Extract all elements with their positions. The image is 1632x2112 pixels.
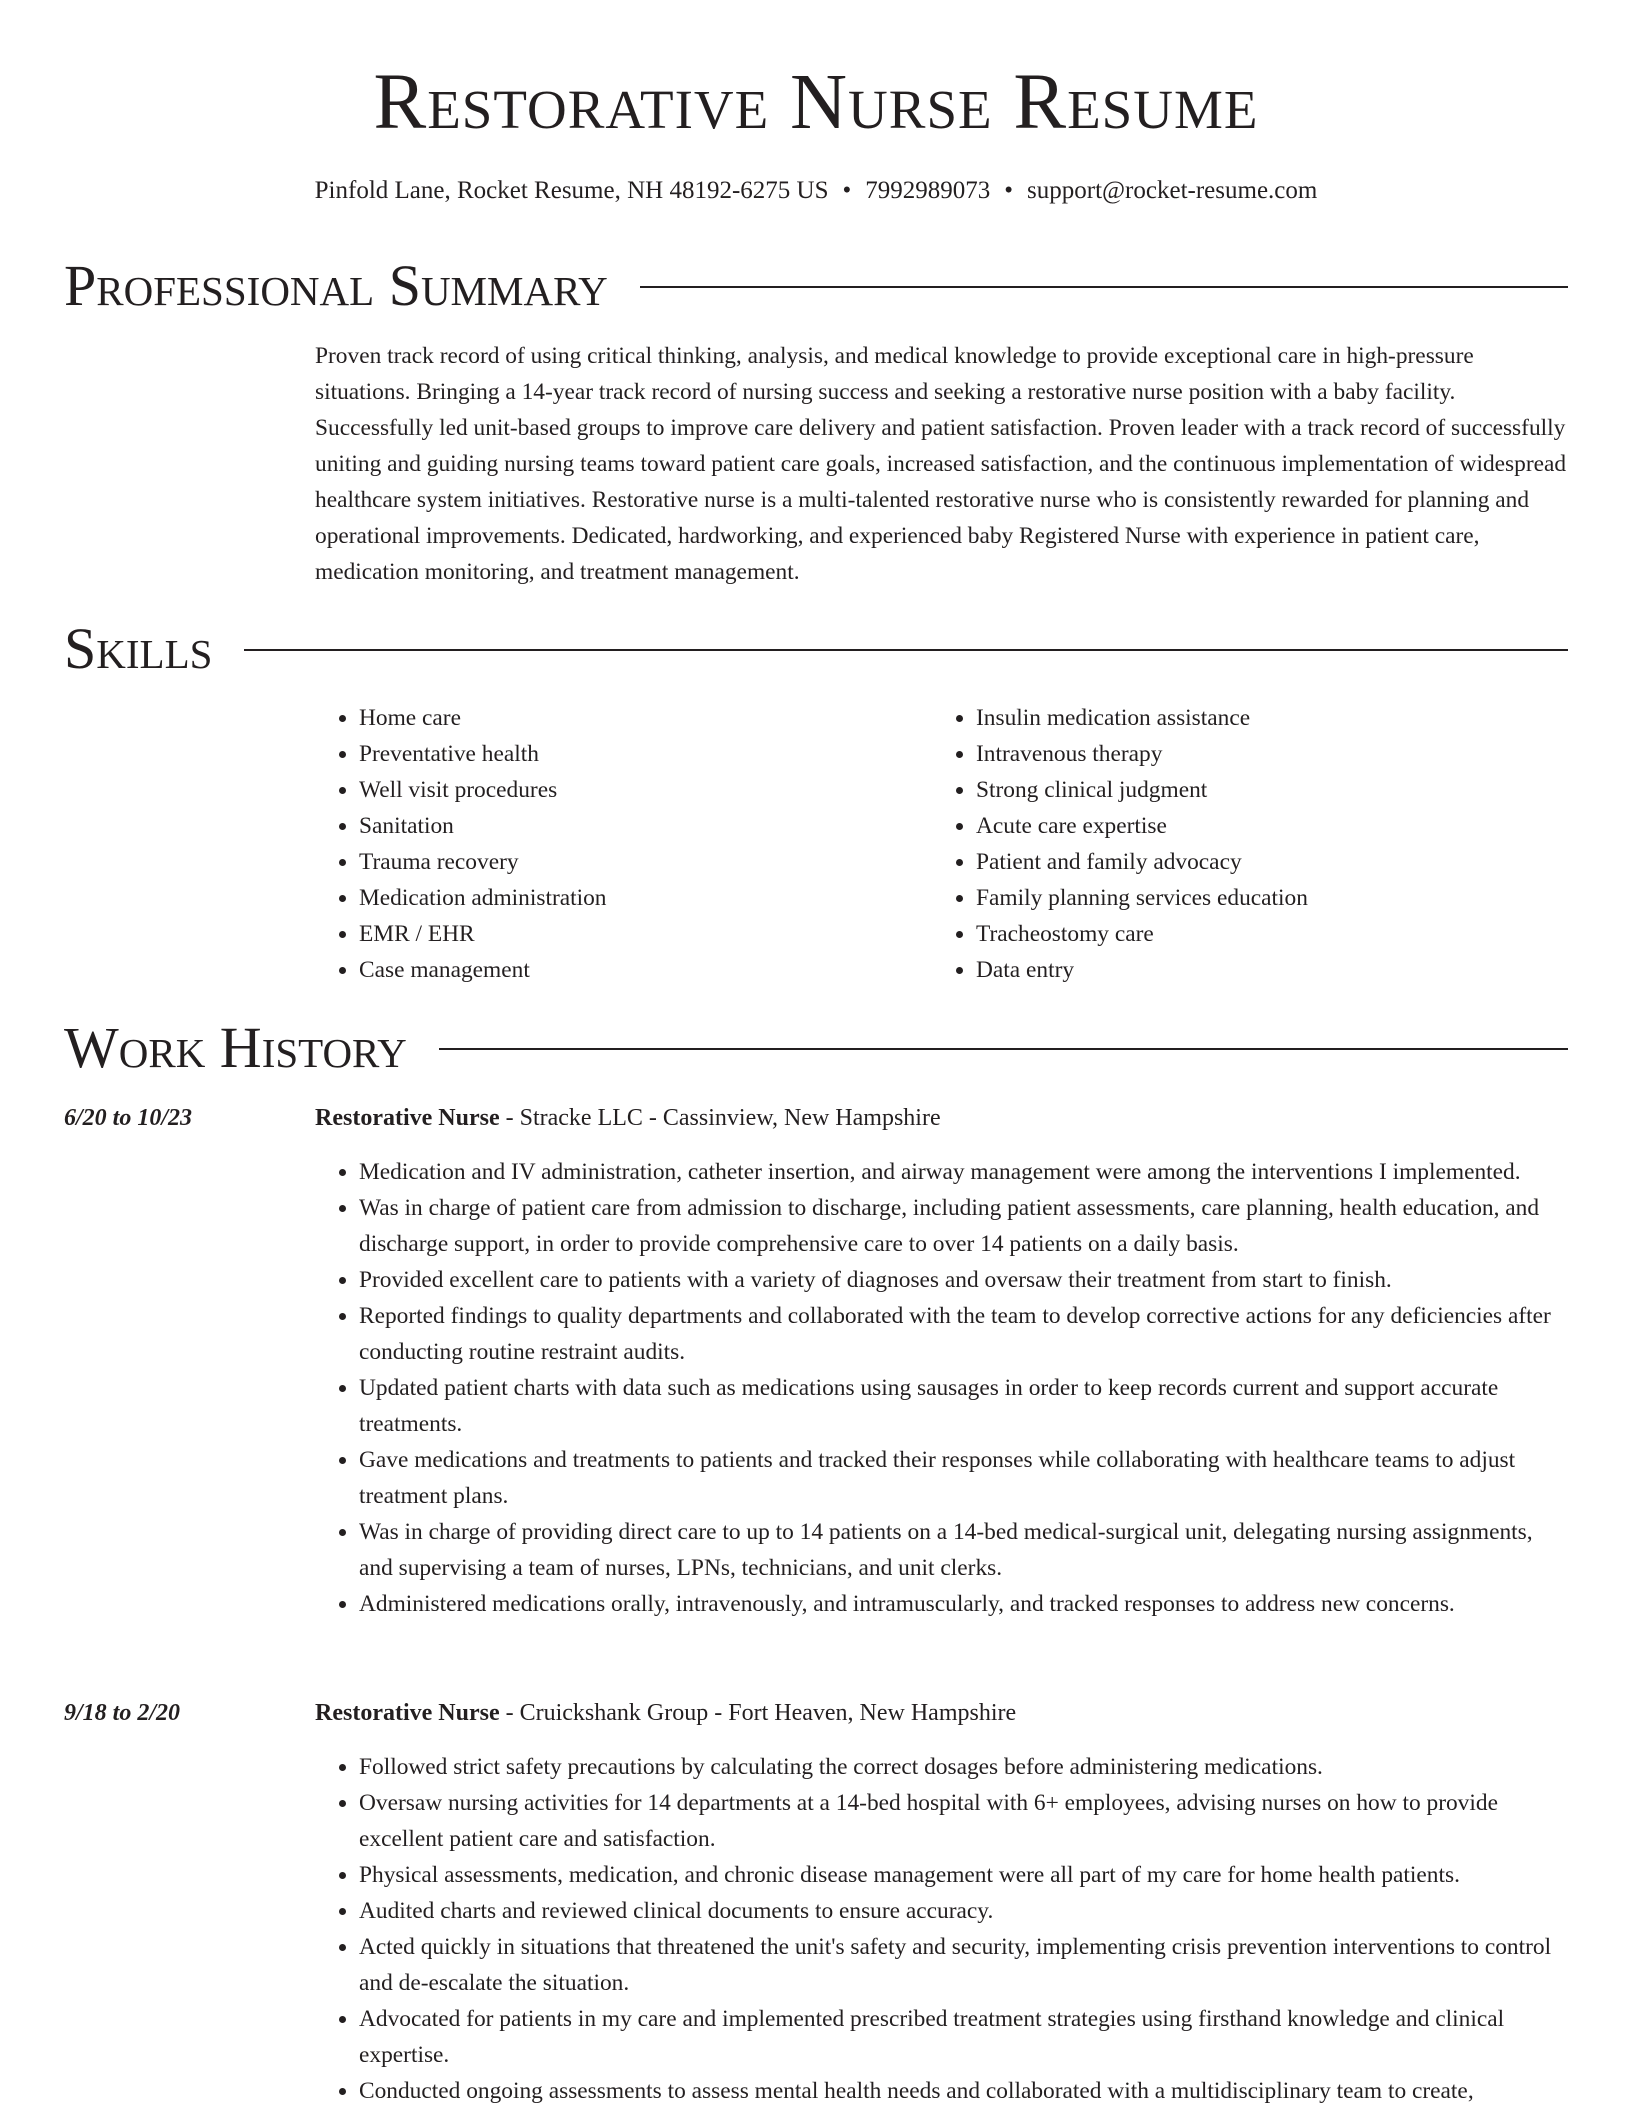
section-divider [439,1048,1568,1050]
job-role: Restorative Nurse [315,1105,500,1131]
skill-item: • Patient and family advocacy [976,844,1549,880]
skills-column-left [315,700,932,988]
job-bullet: • Oversaw nursing activities for 14 departments at a 14-bed hospital with 6+ employees, advising nurses on how to provide excellent patient care and satisfaction. [359,1785,1568,1857]
job-company-location: - Cruickshank Group - Fort Heaven, New Hampshire [499,1700,1017,1726]
contact-address: Pinfold Lane, Rocket Resume, NH 48192-6275 US [314,177,829,204]
skill-item: • Well visit procedures [359,772,932,808]
job-bullets [315,1154,1568,1622]
job-bullet: • Provided excellent care to patients with a variety of diagnoses and oversaw their treatment from start to finish. [359,1262,1568,1298]
section-divider [640,286,1568,288]
skills-column-right [932,700,1549,988]
skill-item: • Preventative health [359,736,932,772]
skill-item: • Data entry [976,952,1549,988]
job-bullet: • Administered medications orally, intravenously, and intramuscularly, and tracked responses to address new concerns. [359,1586,1568,1622]
section-title-work-history: Work History [64,1015,407,1080]
job-dates: 9/18 to 2/20 [64,1700,181,1726]
job-title-line [315,1100,1568,1136]
resume-title: Restorative Nurse Resume [373,59,1259,146]
section-divider [244,649,1568,651]
skill-item: • Insulin medication assistance [976,700,1549,736]
section-header-skills [64,617,1568,681]
job-bullet: • Acted quickly in situations that threatened the unit's safety and security, implementing crisis prevention interventions to control and de-escalate the situation. [359,1929,1568,2001]
job-bullet: • Gave medications and treatments to patients and tracked their responses while collaborating with healthcare teams to adjust treatment plans. [359,1442,1568,1514]
contact-phone: 7992989073 [865,177,991,204]
skill-item: • Sanitation [359,808,932,844]
skill-item: • Trauma recovery [359,844,932,880]
skill-item: • Acute care expertise [976,808,1549,844]
job-bullet: • Physical assessments, medication, and chronic disease management were all part of my care for home health patients. [359,1857,1568,1893]
skill-item: • Intravenous therapy [976,736,1549,772]
job-company-location: - Stracke LLC - Cassinview, New Hampshire [499,1105,941,1131]
skill-item: • Medication administration [359,880,932,916]
skill-item: • Home care [359,700,932,736]
contact-separator: • [842,177,852,204]
contact-line [0,174,1632,208]
section-title-skills: Skills [64,616,213,681]
job-bullets [315,1749,1568,2109]
job-bullet: • Was in charge of providing direct care to up to 14 patients on a 14-bed medical-surgical unit, delegating nursing assignments, and supervising a team of nurses, LPNs, technicians, and unit clerks. [359,1514,1568,1586]
contact-separator: • [1004,177,1014,204]
job-bullet: • Audited charts and reviewed clinical documents to ensure accuracy. [359,1893,1568,1929]
job-dates: 6/20 to 10/23 [64,1105,193,1131]
skill-item: • EMR / EHR [359,916,932,952]
skill-item: • Family planning services education [976,880,1549,916]
job-bullet: • Medication and IV administration, catheter insertion, and airway management were among the interventions I implemented. [359,1154,1568,1190]
job-bullet: • Was in charge of patient care from admission to discharge, including patient assessments, care planning, health education, and discharge support, in order to provide comprehensive care to over 14 patients on a daily basis. [359,1190,1568,1262]
summary-text: Proven track record of using critical thinking, analysis, and medical knowledge to provide exceptional care in high-pressure situations. Bringing a 14-year track record of nursing success and seeking a restorative nurse position with a baby facility. Successfully led unit-based groups to improve care delivery and patient satisfaction. Proven leader with a track record of successfully uniting and guiding nursing teams toward patient care goals, increased satisfaction, and the continuous implementation of widespread healthcare system initiatives. Restorative nurse is a multi-talented restorative nurse who is consistently rewarded for planning and operational improvements. Dedicated, hardworking, and experienced baby Registered Nurse with experience in patient care, medication monitoring, and treatment management. [315,343,1567,585]
section-header-summary [64,254,1568,318]
job-bullet: • Updated patient charts with data such as medications using sausages in order to keep records current and support accurate treatments. [359,1370,1568,1442]
section-header-work-history [64,1016,1568,1080]
contact-email: support@rocket-resume.com [1027,177,1318,204]
skill-item: • Tracheostomy care [976,916,1549,952]
job-role: Restorative Nurse [315,1700,500,1726]
job-bullet: • Advocated for patients in my care and implemented prescribed treatment strategies using firsthand knowledge and clinical expertise. [359,2001,1568,2073]
section-title-summary: Professional Summary [64,253,608,318]
job-bullet: • Conducted ongoing assessments to assess mental health needs and collaborated with a multidisciplinary team to create, [359,2073,1568,2109]
skill-item: • Strong clinical judgment [976,772,1549,808]
skill-item: • Case management [359,952,932,988]
skills-list [315,700,1568,988]
job-title-line [315,1695,1568,1731]
job-bullet: • Followed strict safety precautions by calculating the correct dosages before administering medications. [359,1749,1568,1785]
job-bullet: • Reported findings to quality departments and collaborated with the team to develop corrective actions for any deficiencies after conducting routine restraint audits. [359,1298,1568,1370]
